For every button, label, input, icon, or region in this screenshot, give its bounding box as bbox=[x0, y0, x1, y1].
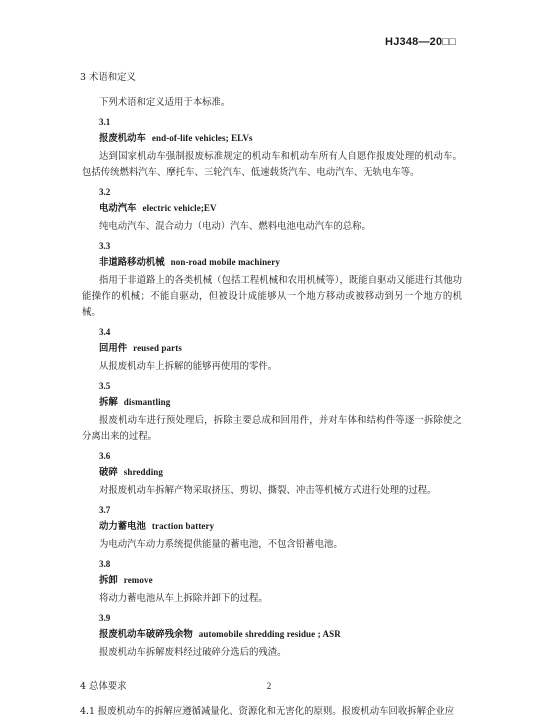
term-heading bbox=[82, 130, 462, 147]
term-definition: 为电动汽车动力系统提供能量的蓄电池，不包含铅蓄电池。 bbox=[99, 539, 343, 550]
term-number: 3.6 bbox=[99, 451, 111, 461]
term-3-3 bbox=[82, 238, 462, 321]
term-definition: 报废机动车拆解废料经过破碎分选后的残渣。 bbox=[99, 647, 287, 658]
term-chinese: 报废机动车破碎残余物 bbox=[99, 629, 193, 640]
term-3-7 bbox=[82, 502, 462, 553]
term-definition: 纯电动汽车、混合动力（电动）汽车、燃料电池电动汽车的总称。 bbox=[99, 221, 371, 232]
term-number: 3.1 bbox=[99, 117, 111, 127]
term-3-2 bbox=[82, 184, 462, 235]
term-heading bbox=[82, 200, 462, 217]
term-heading bbox=[82, 464, 462, 481]
term-english: dismantling bbox=[123, 397, 171, 407]
term-heading bbox=[82, 340, 462, 357]
term-definition: 对报废机动车拆解产物采取挤压、剪切、撕裂、冲击等机械方式进行处理的过程。 bbox=[99, 485, 437, 496]
term-chinese: 破碎 bbox=[99, 467, 118, 478]
term-definition: 达到国家机动车强制报废标准规定的机动车和机动车所有人自愿作报废处理的机动车。包括传统燃料汽车、摩托车、三轮汽车、低速载货汽车、电动汽车、无轨电车等。 bbox=[82, 151, 462, 178]
term-3-6 bbox=[82, 448, 462, 499]
term-english: shredding bbox=[123, 467, 164, 477]
standard-code-header: HJ348—20□□ bbox=[385, 36, 456, 48]
term-chinese: 报废机动车 bbox=[99, 133, 146, 144]
term-english: automobile shredding residue ; ASR bbox=[198, 629, 341, 639]
clause-4-1: 4.1 报废机动车的拆解应遵循减量化、资源化和无害化的原则。报废机动车回收拆解企业应 bbox=[80, 706, 455, 717]
term-number: 3.8 bbox=[99, 559, 111, 569]
term-chinese: 拆卸 bbox=[99, 575, 118, 586]
term-number: 3.4 bbox=[99, 327, 111, 337]
term-number: 3.2 bbox=[99, 187, 111, 197]
term-english: traction battery bbox=[151, 521, 215, 531]
term-number: 3.5 bbox=[99, 381, 111, 391]
term-definition: 将动力蓄电池从车上拆除并卸下的过程。 bbox=[99, 593, 268, 604]
term-chinese: 回用件 bbox=[99, 343, 128, 354]
term-3-5 bbox=[82, 378, 462, 445]
term-heading bbox=[82, 254, 462, 271]
term-heading bbox=[82, 518, 462, 535]
page-number: 2 bbox=[266, 681, 272, 691]
term-english: non-road mobile machinery bbox=[170, 257, 280, 267]
section-3-title: 3 术语和定义 bbox=[80, 72, 136, 83]
term-english: electric vehicle;EV bbox=[142, 203, 217, 213]
term-chinese: 电动汽车 bbox=[99, 203, 137, 214]
section-3-intro: 下列术语和定义适用于本标准。 bbox=[99, 97, 231, 108]
term-heading bbox=[82, 394, 462, 411]
term-definition: 报废机动车进行预处理后，拆除主要总成和回用件，并对车体和结构件等逐一拆除使之分离出来的过程。 bbox=[82, 415, 462, 442]
term-english: remove bbox=[123, 575, 153, 585]
term-heading bbox=[82, 572, 462, 589]
term-english: reused parts bbox=[133, 343, 182, 353]
term-english: end-of-life vehicles; ELVs bbox=[151, 133, 253, 143]
term-definition: 从报废机动车上拆解的能够再使用的零件。 bbox=[99, 361, 278, 372]
term-chinese: 非道路移动机械 bbox=[99, 257, 165, 268]
term-heading bbox=[82, 626, 462, 643]
term-number: 3.3 bbox=[99, 241, 111, 251]
term-definition: 指用于非道路上的各类机械（包括工程机械和农用机械等），既能自驱动又能进行其他功能操作的机械；不能自驱动，但被设计成能够从一个地方移动或被移动到另一个地方的机械。 bbox=[82, 275, 462, 318]
section-4-title: 4 总体要求 bbox=[80, 681, 127, 692]
term-3-4 bbox=[82, 324, 462, 375]
term-3-9 bbox=[82, 610, 462, 661]
term-number: 3.7 bbox=[99, 505, 111, 515]
term-number: 3.9 bbox=[99, 613, 111, 623]
term-chinese: 拆解 bbox=[99, 397, 118, 408]
term-chinese: 动力蓄电池 bbox=[99, 521, 146, 532]
document-body bbox=[82, 70, 462, 720]
term-3-8 bbox=[82, 556, 462, 607]
term-3-1 bbox=[82, 114, 462, 181]
